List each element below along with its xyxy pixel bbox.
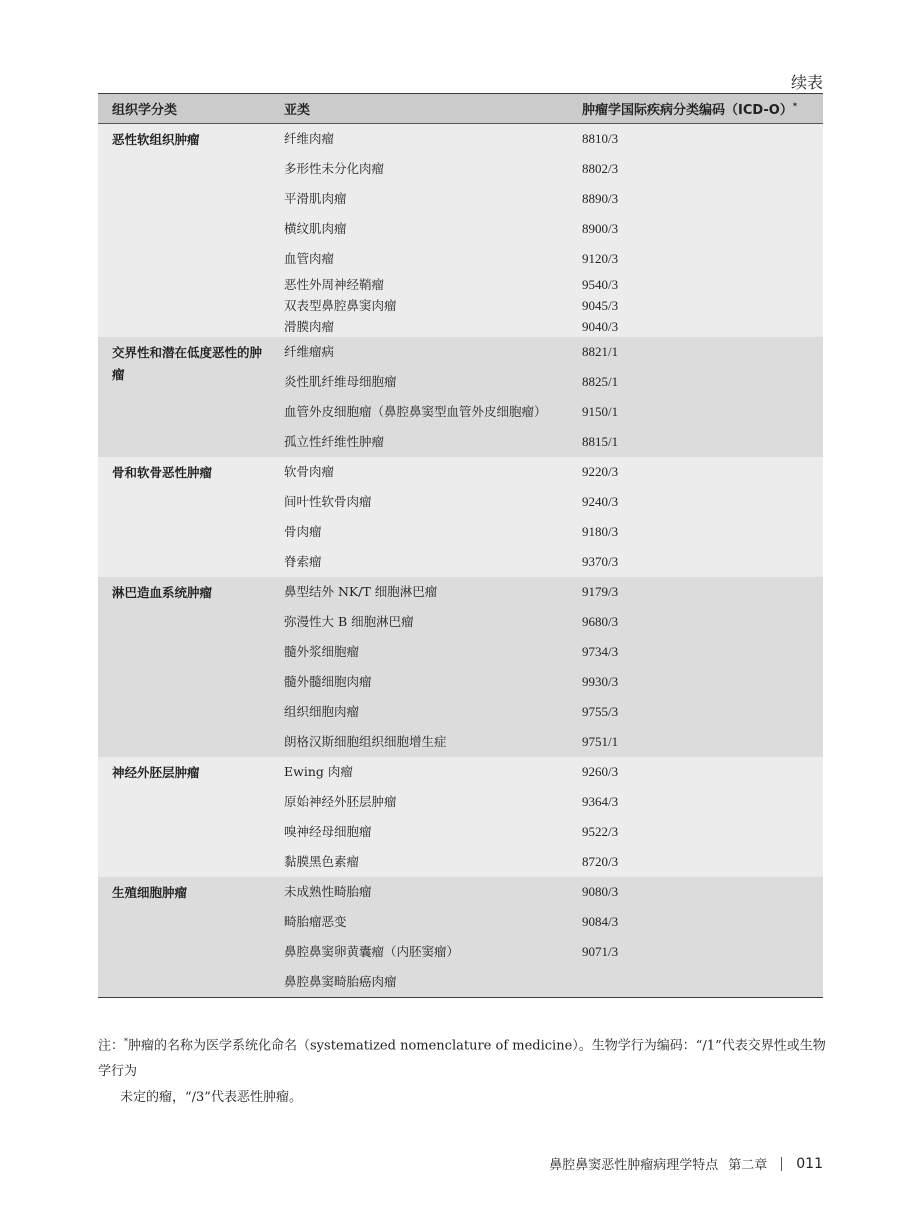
code-cell: 9680/3	[582, 614, 619, 629]
code-cell: 9180/3	[582, 524, 619, 539]
table-header-row	[98, 94, 823, 124]
note-line-1: 肿瘤的名称为医学系统化命名（systematized nomenclature of medicine）。生物学行为编码：“/1”代表交界性或生物学行为	[98, 1038, 826, 1080]
header-code	[568, 94, 823, 124]
note-line-2: 未定的瘤，“/3”代表恶性肿瘤。	[120, 1090, 302, 1106]
subtype-cell: 髓外浆细胞瘤	[284, 644, 360, 659]
subtype-cell: 多形性未分化肉瘤	[284, 161, 385, 176]
code-cell: 9040/3	[582, 319, 619, 334]
footer-title: 鼻腔鼻窦恶性肿瘤病理学特点	[549, 1158, 719, 1173]
subtype-cell: 纤维肉瘤	[284, 131, 335, 146]
code-cell: 9240/3	[582, 494, 619, 509]
page-footer	[549, 1154, 823, 1173]
subtype-cell: 血管肉瘤	[284, 251, 335, 266]
subtype-cell: 畸胎瘤恶变	[284, 914, 347, 929]
code-cell: 9930/3	[582, 674, 619, 689]
code-cell: 8825/1	[582, 374, 619, 389]
subtype-cell: 平滑肌肉瘤	[284, 191, 347, 206]
table-row	[98, 337, 823, 367]
subtype-cell: 骨肉瘤	[284, 524, 322, 539]
code-cell: 9045/3	[582, 298, 619, 313]
subtype-cell: 间叶性软骨肉瘤	[284, 494, 372, 509]
table-note	[98, 1029, 826, 1111]
subtype-cell: 黏膜黑色素瘤	[284, 854, 360, 869]
code-cell: 8815/1	[582, 434, 619, 449]
subtype-cell: 鼻腔鼻窦卵黄囊瘤（内胚窦瘤）	[284, 944, 460, 959]
code-cell: 9220/3	[582, 464, 619, 479]
tumor-classification-table	[98, 93, 823, 998]
code-cell: 9364/3	[582, 794, 619, 809]
subtype-cell: 脊索瘤	[284, 554, 322, 569]
code-cell: 8802/3	[582, 161, 619, 176]
subtype-cell: 髓外髓细胞肉瘤	[284, 674, 372, 689]
subtype-cell: 鼻腔鼻窦畸胎癌肉瘤	[284, 974, 397, 989]
subtype-cell: 纤维瘤病	[284, 344, 335, 359]
table-group	[98, 457, 823, 577]
table-row	[98, 457, 823, 487]
code-cell: 9260/3	[582, 764, 619, 779]
table-group	[98, 757, 823, 877]
subtype-cell: 血管外皮细胞瘤（鼻腔鼻窦型血管外皮细胞瘤）	[284, 404, 547, 419]
table-group	[98, 577, 823, 757]
table-group	[98, 337, 823, 457]
category-cell: 淋巴造血系统肿瘤	[112, 585, 213, 600]
subtype-cell: 组织细胞肉瘤	[284, 704, 360, 719]
category-cell: 骨和软骨恶性肿瘤	[112, 465, 213, 480]
footer-chapter: 第二章	[728, 1158, 768, 1173]
subtype-cell: 双表型鼻腔鼻窦肉瘤	[284, 298, 397, 313]
code-cell: 9540/3	[582, 277, 619, 292]
page-number: 011	[796, 1155, 823, 1172]
code-cell: 9734/3	[582, 644, 619, 659]
code-cell	[568, 967, 823, 998]
note-prefix: 注：	[98, 1038, 125, 1054]
table-row	[98, 877, 823, 907]
category-cell: 恶性软组织肿瘤	[112, 132, 200, 147]
table-group	[98, 124, 823, 338]
table-row	[98, 577, 823, 607]
category-cell: 神经外胚层肿瘤	[112, 765, 200, 780]
code-cell: 9150/1	[582, 404, 619, 419]
category-cell: 交界性和潜在低度恶性的肿瘤	[112, 345, 263, 382]
subtype-cell: 未成熟性畸胎瘤	[284, 884, 372, 899]
code-cell: 9751/1	[582, 734, 619, 749]
subtype-cell: 嗅神经母细胞瘤	[284, 824, 372, 839]
header-code-mark: *	[792, 101, 798, 111]
subtype-cell: 原始神经外胚层肿瘤	[284, 794, 397, 809]
subtype-cell: 横纹肌肉瘤	[284, 221, 347, 236]
subtype-cell: 炎性肌纤维母细胞瘤	[284, 374, 397, 389]
code-cell: 9071/3	[582, 944, 619, 959]
code-cell: 8821/1	[582, 344, 619, 359]
subtype-cell: 孤立性纤维性肿瘤	[284, 434, 385, 449]
subtype-cell: 恶性外周神经鞘瘤	[284, 277, 385, 292]
code-cell: 8720/3	[582, 854, 619, 869]
code-cell: 9370/3	[582, 554, 619, 569]
code-cell: 9522/3	[582, 824, 619, 839]
code-cell: 8890/3	[582, 191, 619, 206]
category-cell: 生殖细胞肿瘤	[112, 885, 188, 900]
subtype-cell: Ewing 肉瘤	[284, 764, 353, 779]
subtype-cell: 朗格汉斯细胞组织细胞增生症	[284, 734, 447, 749]
code-cell: 8810/3	[582, 131, 619, 146]
code-cell: 9120/3	[582, 251, 619, 266]
subtype-cell: 弥漫性大 B 细胞淋巴瘤	[284, 614, 414, 629]
code-cell: 9179/3	[582, 584, 619, 599]
footer-separator	[781, 1157, 782, 1171]
note-mark: *	[124, 1037, 129, 1046]
header-subtype: 亚类	[270, 94, 568, 124]
continued-label: 续表	[790, 73, 823, 92]
subtype-cell: 鼻型结外 NK/T 细胞淋巴瘤	[284, 584, 438, 599]
code-cell: 9084/3	[582, 914, 619, 929]
header-code-label: 肿瘤学国际疾病分类编码（ICD-O）	[582, 103, 793, 118]
subtype-cell: 滑膜肉瘤	[284, 319, 335, 334]
code-cell: 9755/3	[582, 704, 619, 719]
code-cell: 8900/3	[582, 221, 619, 236]
subtype-cell: 软骨肉瘤	[284, 464, 335, 479]
code-cell: 9080/3	[582, 884, 619, 899]
table-row	[98, 757, 823, 787]
table-group	[98, 877, 823, 998]
header-category: 组织学分类	[98, 94, 270, 124]
table-row	[98, 124, 823, 155]
